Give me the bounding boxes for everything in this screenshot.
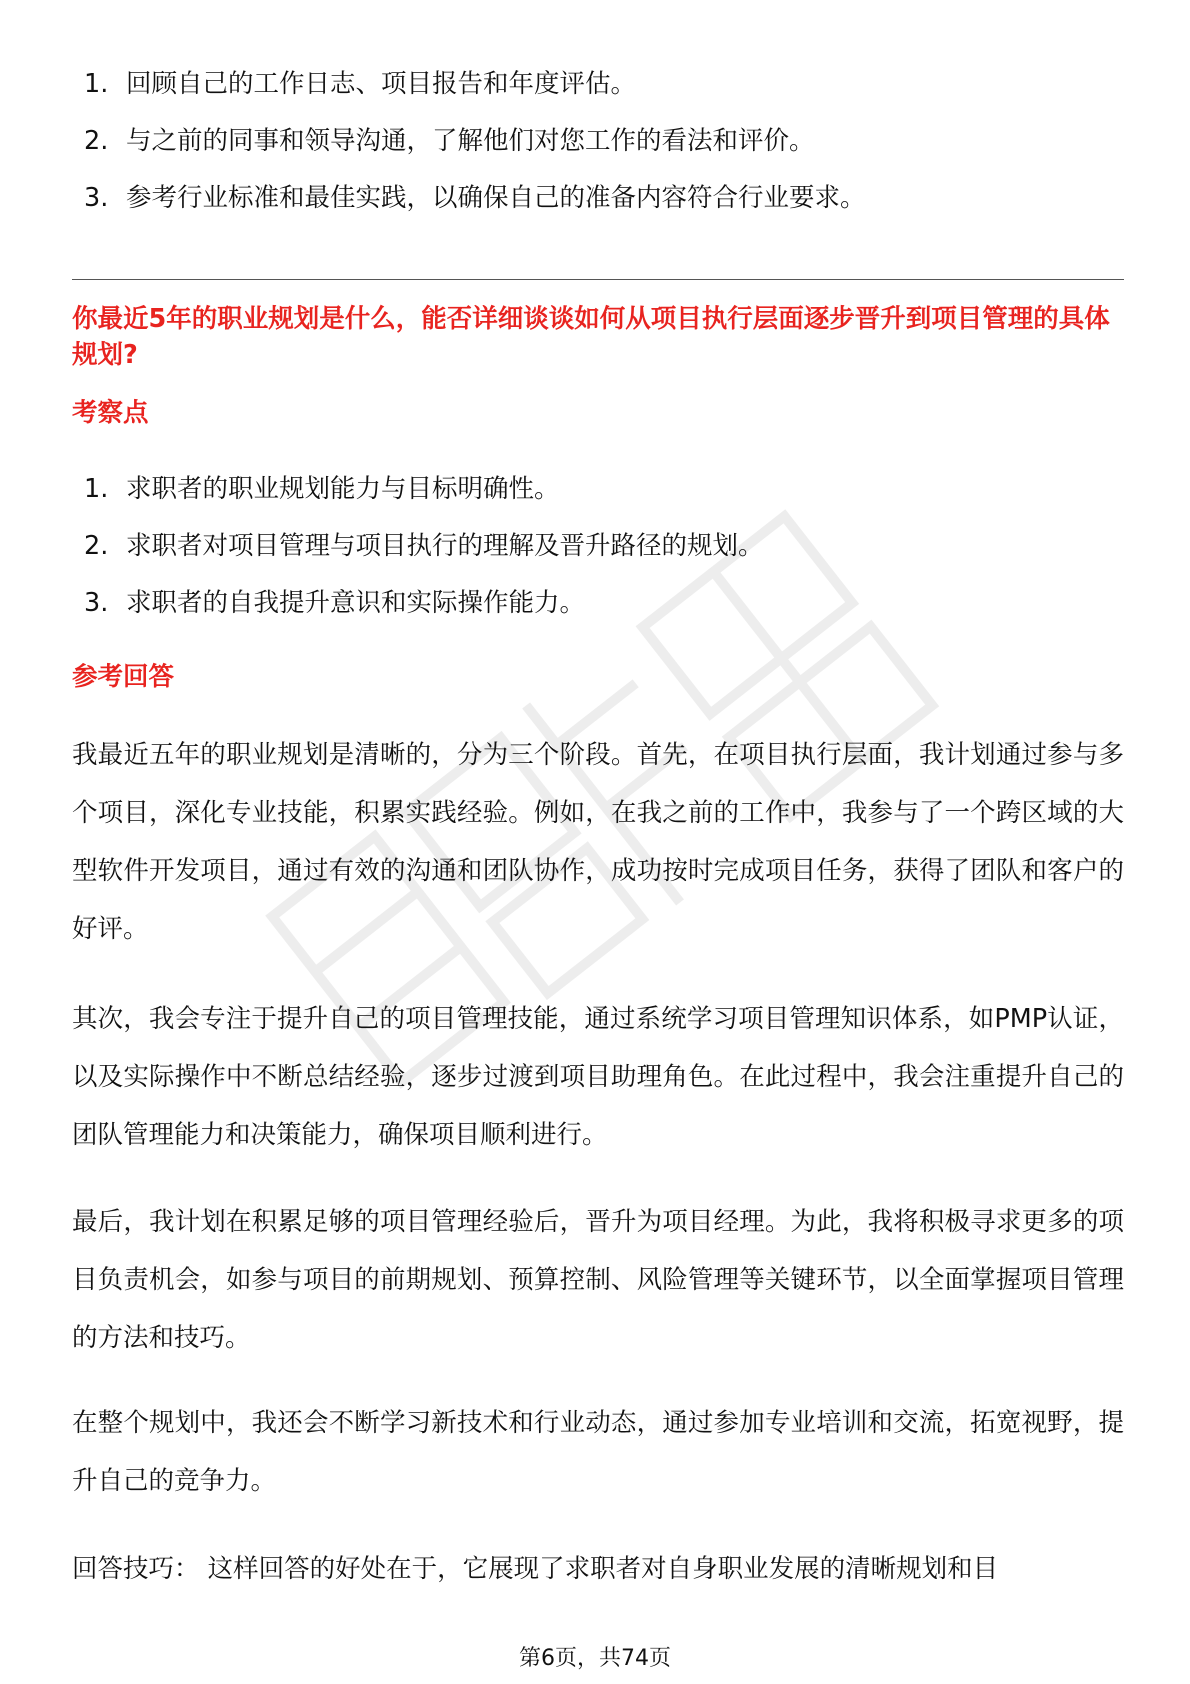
list-number: 2. [84,531,109,561]
answer-paragraph: 其次，我会专注于提升自己的项目管理技能，通过系统学习项目管理知识体系，如PMP认证，以及实际操作中不断总结经验，逐步过渡到项目助理角色。在此过程中，我会注重提升自己的团队管理能力和决策能力，确保项目顺利进行。 [72,1004,1124,1150]
list-number: 3. [84,588,109,618]
answer-paragraph: 在整个规划中，我还会不断学习新技术和行业动态，通过参加专业培训和交流，拓宽视野，提升自己的竞争力。 [72,1408,1124,1496]
list-item [72,122,866,160]
list-text: 回顾自己的工作日志、项目报告和年度评估。 [126,69,637,99]
answer-paragraph: 最后，我计划在积累足够的项目管理经验后，晋升为项目经理。为此，我将积极寻求更多的项目负责机会，如参与项目的前期规划、预算控制、风险管理等关键环节，以全面掌握项目管理的方法和技巧。 [72,1207,1124,1353]
list-item [72,584,764,622]
page-number-footer: 第6页，共74页 [519,1646,671,1671]
list-text: 求职者的职业规划能力与目标明确性。 [126,474,560,504]
answer-paragraph: 我最近五年的职业规划是清晰的，分为三个阶段。首先，在项目执行层面，我计划通过参与多个项目，深化专业技能，积累实践经验。例如，在我之前的工作中，我参与了一个跨区域的大型软件开发项目，通过有效的沟通和团队协作，成功按时完成项目任务，获得了团队和客户的好评。 [72,740,1124,944]
list-text: 参考行业标准和最佳实践，以确保自己的准备内容符合行业要求。 [126,183,866,213]
list-number: 3. [84,183,109,213]
list-text: 求职者的自我提升意识和实际操作能力。 [126,588,586,618]
list-item [72,179,866,217]
answer-heading: 参考回答 [72,662,175,692]
list-text: 求职者对项目管理与项目执行的理解及晋升路径的规划。 [126,531,764,561]
list-item [72,470,764,508]
focus-heading: 考察点 [72,398,149,428]
answer-tip-paragraph: 回答技巧： 这样回答的好处在于，它展现了求职者对自身职业发展的清晰规划和目 [72,1554,999,1584]
section-divider [72,279,1124,280]
list-number: 1. [84,69,109,99]
list-number: 2. [84,126,109,156]
list-item [72,527,764,565]
previous-answer-list [72,65,866,236]
list-item [72,65,866,103]
list-number: 1. [84,474,109,504]
focus-points-list [72,470,764,641]
list-text: 与之前的同事和领导沟通，了解他们对您工作的看法和评价。 [126,126,815,156]
question-title: 你最近5年的职业规划是什么，能否详细谈谈如何从项目执行层面逐步晋升到项目管理的具体规划? [72,304,1110,370]
